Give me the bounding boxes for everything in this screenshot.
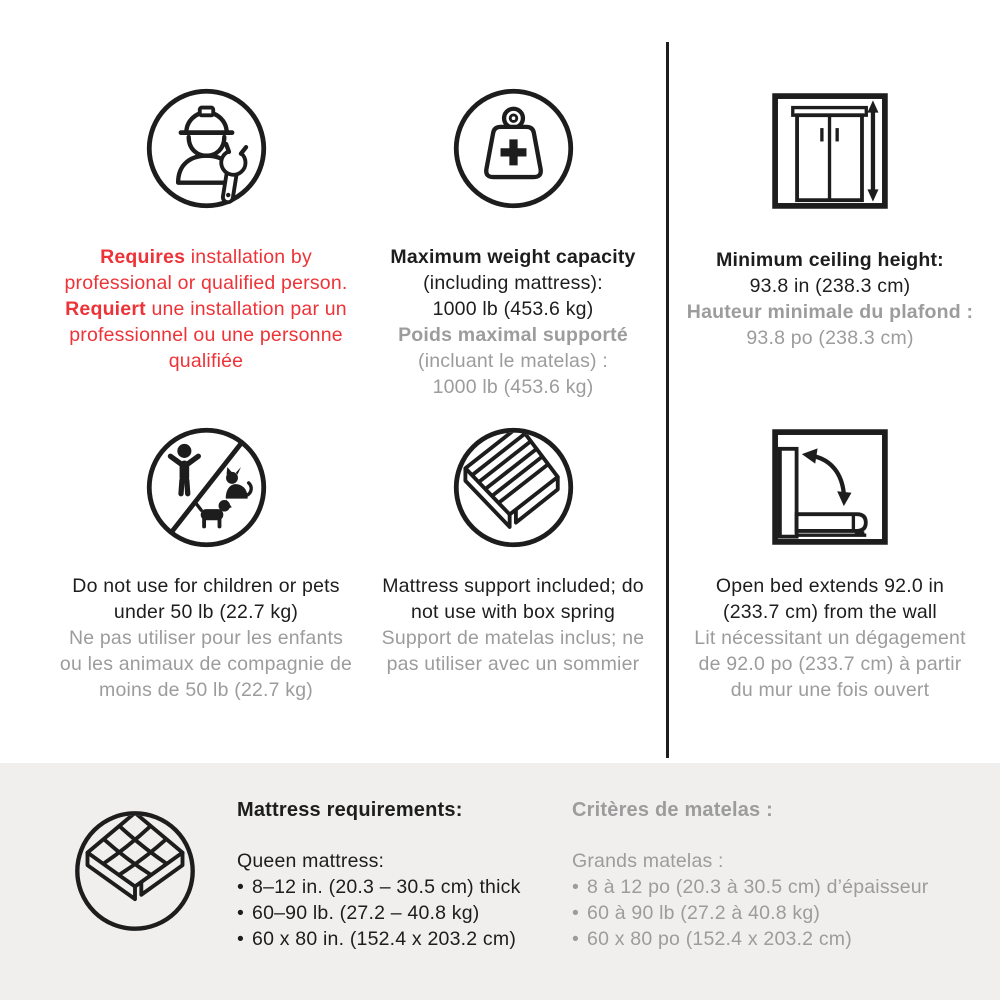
section-subtitle-fr: Grands matelas :	[572, 850, 724, 872]
bullet-item: • 60–90 lb. (27.2 – 40.8 kg)	[237, 902, 480, 924]
vertical-divider	[666, 42, 669, 758]
info-text-line: Minimum ceiling height:	[716, 249, 944, 271]
no-children-pets-icon	[143, 424, 270, 551]
bullet-list-fr	[572, 874, 929, 952]
info-block-weight-capacity	[360, 85, 666, 400]
info-text-line: 1000 lb (453.6 kg)	[432, 376, 594, 398]
bullet-item: • 8–12 in. (20.3 – 30.5 cm) thick	[237, 876, 521, 898]
info-text-line: Requiert une installation par un	[65, 298, 347, 320]
bullet-list-en	[237, 874, 521, 952]
icon-wrap	[767, 85, 893, 247]
info-text-line: Do not use for children or pets	[72, 575, 340, 597]
info-text-line: Maximum weight capacity	[390, 246, 636, 268]
mattress-icon	[71, 807, 199, 935]
info-block-no-children-pets	[40, 424, 372, 703]
info-text-line: (incluant le matelas) :	[418, 350, 608, 372]
info-text	[360, 573, 666, 677]
weight-capacity-icon	[450, 85, 577, 212]
mattress-requirements-english	[237, 799, 521, 952]
info-text	[40, 573, 372, 703]
info-text-line: Ne pas utiliser pour les enfants	[68, 627, 344, 649]
mattress-requirements-panel	[0, 763, 1000, 1000]
info-text-line: Hauteur minimale du plafond :	[686, 301, 974, 323]
info-block-mattress-support	[360, 424, 666, 677]
info-text-line: qualifiée	[168, 350, 244, 372]
open-bed-icon	[767, 424, 893, 550]
info-text-line: not use with box spring	[410, 601, 616, 623]
info-text-line: Mattress support included; do	[382, 575, 644, 597]
bullet-dot: •	[237, 928, 245, 950]
info-text-line: ou les animaux de compagnie de	[59, 653, 353, 675]
info-text-line: du mur une fois ouvert	[730, 679, 930, 701]
info-text-line: under 50 lb (22.7 kg)	[113, 601, 299, 623]
info-text-line: Lit nécessitant un dégagement	[694, 627, 966, 649]
info-text-line: professionnel ou une personne	[69, 324, 343, 346]
info-text	[680, 573, 980, 703]
installer-icon	[143, 85, 270, 212]
icon-wrap	[767, 424, 893, 573]
ceiling-height-icon	[767, 88, 893, 214]
info-text	[40, 244, 372, 374]
info-text-line: Poids maximal supporté	[398, 324, 628, 346]
info-text-line: 1000 lb (453.6 kg)	[432, 298, 594, 320]
mattress-requirements-french	[572, 799, 929, 952]
info-text-line: Open bed extends 92.0 in	[715, 575, 945, 597]
section-title-en: Mattress requirements:	[237, 799, 463, 821]
bullet-item: • 60 x 80 in. (152.4 x 203.2 cm)	[237, 928, 517, 950]
info-text-line: Support de matelas inclus; ne	[381, 627, 645, 649]
bullet-dot: •	[572, 902, 580, 924]
section-title-fr: Critères de matelas :	[572, 799, 773, 821]
info-text-line: (233.7 cm) from the wall	[723, 601, 937, 623]
info-text	[360, 244, 666, 400]
bullet-dot: •	[572, 928, 580, 950]
info-block-installation	[40, 85, 372, 374]
icon-wrap	[450, 85, 577, 244]
info-text-line: Requires installation by	[100, 246, 312, 268]
bullet-item: • 8 à 12 po (20.3 à 30.5 cm) d’épaisseur	[572, 876, 929, 898]
bullet-dot: •	[237, 902, 245, 924]
bullet-dot: •	[572, 876, 580, 898]
mattress-support-icon	[450, 424, 577, 551]
info-text-line: moins de 50 lb (22.7 kg)	[99, 679, 313, 701]
bullet-dot: •	[237, 876, 245, 898]
info-block-ceiling-height	[680, 85, 980, 351]
info-text-line: pas utiliser avec un sommier	[386, 653, 640, 675]
section-subtitle-en: Queen mattress:	[237, 850, 385, 872]
icon-wrap	[143, 424, 270, 573]
icon-wrap	[450, 424, 577, 573]
bullet-item: • 60 à 90 lb (27.2 à 40.8 kg)	[572, 902, 821, 924]
bullet-item: • 60 x 80 po (152.4 x 203.2 cm)	[572, 928, 852, 950]
info-text-line: 93.8 in (238.3 cm)	[749, 275, 911, 297]
info-text-line: 93.8 po (238.3 cm)	[746, 327, 914, 349]
info-block-open-bed	[680, 424, 980, 703]
info-text	[680, 247, 980, 351]
icon-wrap	[71, 807, 199, 935]
info-text-line: (including mattress):	[423, 272, 603, 294]
info-text-line: de 92.0 po (233.7 cm) à partir	[698, 653, 962, 675]
icon-wrap	[143, 85, 270, 244]
info-text-line: professional or qualified person.	[64, 272, 348, 294]
